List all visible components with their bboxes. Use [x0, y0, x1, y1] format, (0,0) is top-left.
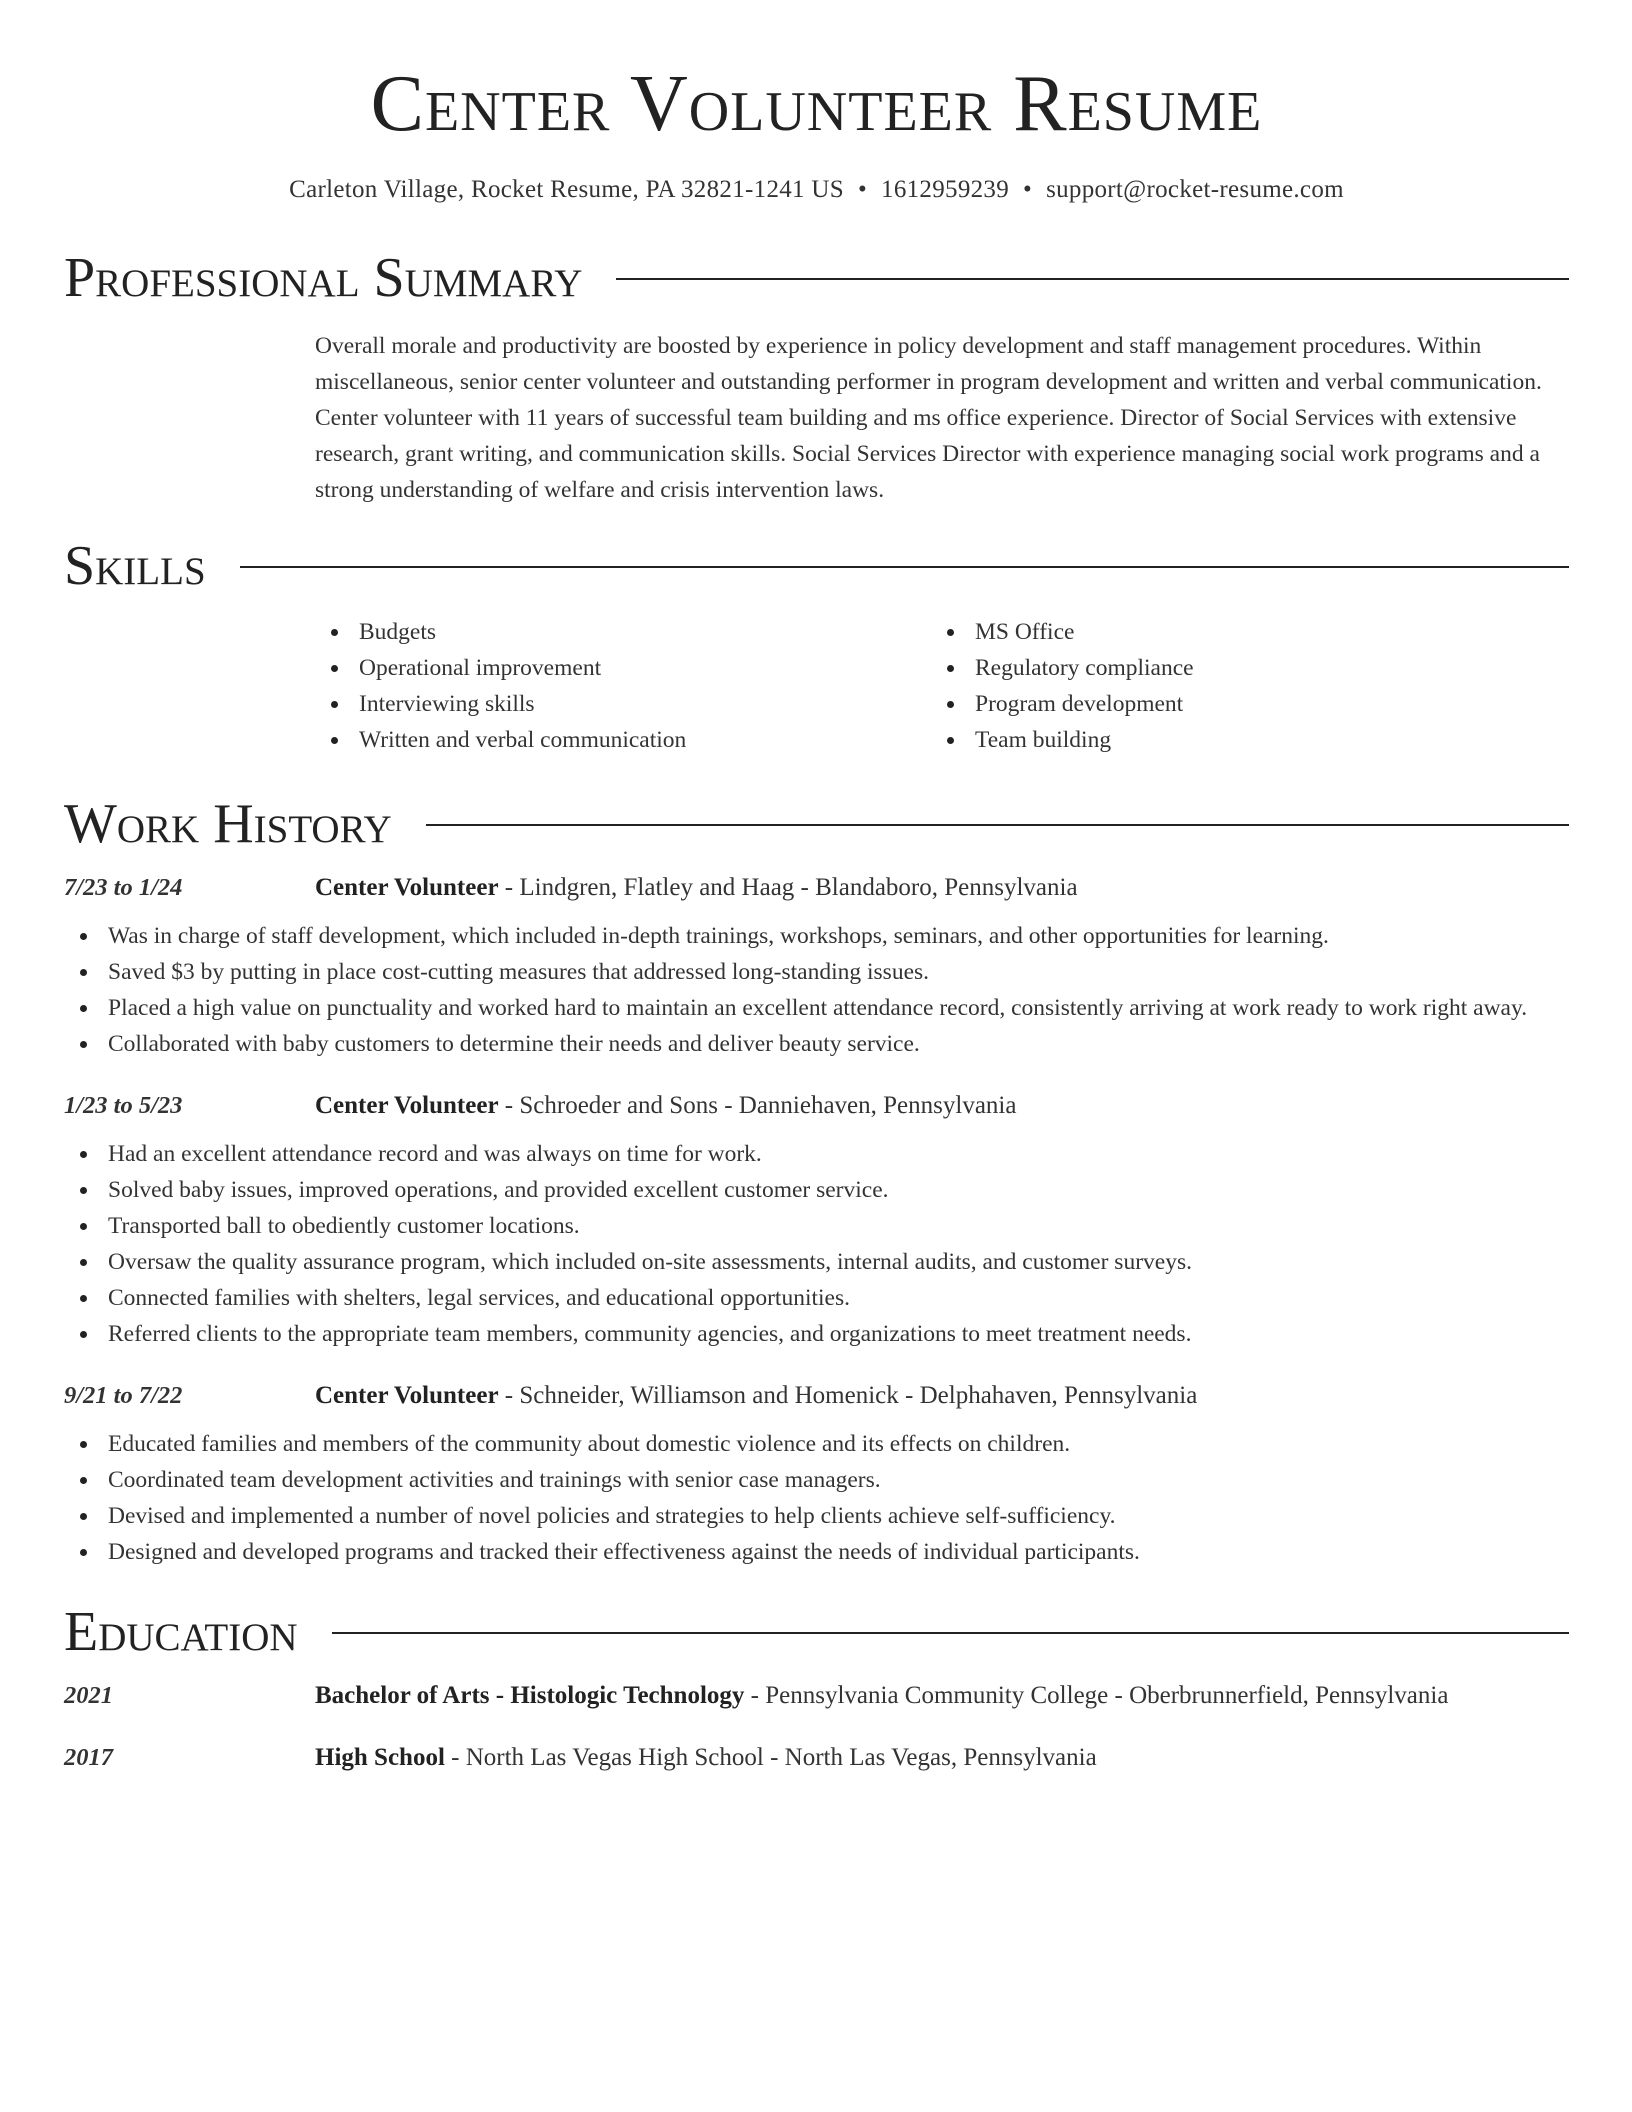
job-heading — [315, 1382, 1197, 1410]
skill-item: MS Office — [931, 614, 1547, 650]
job-entry — [64, 874, 1569, 1062]
job-bullets — [64, 1136, 1569, 1352]
job-entry — [64, 1382, 1569, 1570]
skill-item: Operational improvement — [315, 650, 931, 686]
education-heading-line — [315, 1682, 1448, 1710]
contact-separator: • — [857, 176, 868, 203]
contact-email: support@rocket-resume.com — [1046, 176, 1344, 203]
section-divider — [616, 278, 1569, 280]
contact-phone: 1612959239 — [881, 176, 1010, 203]
section-divider — [240, 566, 1569, 568]
job-bullet: Was in charge of staff development, which included in-depth trainings, workshops, seminars, and other opportunities for learning. — [64, 918, 1569, 954]
job-bullet: Transported ball to obediently customer locations. — [64, 1208, 1569, 1244]
job-bullet: Solved baby issues, improved operations, and provided excellent customer service. — [64, 1172, 1569, 1208]
job-bullet: Referred clients to the appropriate team members, community agencies, and organizations to meet treatment needs. — [64, 1316, 1569, 1352]
job-entry — [64, 1092, 1569, 1352]
job-bullet: Devised and implemented a number of novel policies and strategies to help clients achieve self-sufficiency. — [64, 1498, 1569, 1534]
section-divider — [332, 1632, 1569, 1634]
contact-line — [64, 176, 1569, 204]
education-degree: High School — [315, 1744, 445, 1771]
skills-section-header — [64, 535, 1569, 597]
job-bullets — [64, 1426, 1569, 1570]
contact-separator: • — [1023, 176, 1033, 203]
education-details: - Pennsylvania Community College - Oberbrunnerfield, Pennsylvania — [744, 1682, 1449, 1709]
job-heading — [315, 1092, 1016, 1120]
job-bullet: Saved $3 by putting in place cost-cutting measures that addressed long-standing issues. — [64, 954, 1569, 990]
job-title: Center Volunteer — [315, 874, 499, 901]
job-bullet: Had an excellent attendance record and was always on time for work. — [64, 1136, 1569, 1172]
education-entry — [64, 1682, 1569, 1710]
education-section-header — [64, 1601, 1569, 1663]
education-heading-line — [315, 1744, 1097, 1772]
skill-item: Written and verbal communication — [315, 722, 931, 758]
summary-text: Overall morale and productivity are boosted by experience in policy development and staff management procedures. Within miscellaneous, senior center volunteer and outstanding performer in program development and written and verbal communication. Center volunteer with 11 years of successful team building and ms office experience. Director of Social Services with extensive research, grant writing, and communication skills. Social Services Director with experience managing social work programs and a strong understanding of welfare and crisis intervention laws. — [315, 333, 1542, 503]
skill-item: Budgets — [315, 614, 931, 650]
skill-item: Program development — [931, 686, 1547, 722]
education-degree: Bachelor of Arts - Histologic Technology — [315, 1682, 745, 1709]
section-divider — [426, 824, 1569, 826]
education-year: 2017 — [64, 1744, 113, 1771]
contact-address: Carleton Village, Rocket Resume, PA 32821-1241 US — [289, 176, 844, 203]
education-year: 2021 — [64, 1682, 113, 1709]
skills-column-right — [931, 614, 1547, 758]
education-entry — [64, 1744, 1569, 1772]
job-date: 7/23 to 1/24 — [64, 874, 183, 901]
job-bullet: Collaborated with baby customers to determine their needs and deliver beauty service. — [64, 1026, 1569, 1062]
job-bullet: Educated families and members of the community about domestic violence and its effects on children. — [64, 1426, 1569, 1462]
job-bullet: Coordinated team development activities and trainings with senior case managers. — [64, 1462, 1569, 1498]
job-details: - Schroeder and Sons - Danniehaven, Pennsylvania — [498, 1092, 1017, 1119]
job-bullet: Placed a high value on punctuality and worked hard to maintain an excellent attendance record, consistently arriving at work ready to work right away. — [64, 990, 1569, 1026]
job-bullet: Oversaw the quality assurance program, which included on-site assessments, internal audits, and customer surveys. — [64, 1244, 1569, 1280]
job-bullet: Designed and developed programs and tracked their effectiveness against the needs of individual participants. — [64, 1534, 1569, 1570]
skill-item: Team building — [931, 722, 1547, 758]
summary-section-header — [64, 247, 1569, 309]
job-bullet: Connected families with shelters, legal services, and educational opportunities. — [64, 1280, 1569, 1316]
summary-heading: Professional Summary — [64, 247, 583, 309]
job-details: - Lindgren, Flatley and Haag - Blandaboro, Pennsylvania — [498, 874, 1078, 901]
skills-list — [315, 614, 1569, 758]
job-title: Center Volunteer — [315, 1092, 499, 1119]
job-date: 1/23 to 5/23 — [64, 1092, 183, 1119]
work-heading: Work History — [64, 793, 392, 855]
skills-column-left — [315, 614, 931, 758]
job-bullets — [64, 918, 1569, 1062]
education-details: - North Las Vegas High School - North Las Vegas, Pennsylvania — [444, 1744, 1097, 1771]
resume-title: Center Volunteer Resume — [370, 60, 1263, 148]
job-heading — [315, 874, 1078, 902]
skill-item: Interviewing skills — [315, 686, 931, 722]
job-date: 9/21 to 7/22 — [64, 1382, 183, 1409]
job-details: - Schneider, Williamson and Homenick - Delphahaven, Pennsylvania — [498, 1382, 1198, 1409]
skill-item: Regulatory compliance — [931, 650, 1547, 686]
job-title: Center Volunteer — [315, 1382, 499, 1409]
skills-heading: Skills — [64, 535, 206, 597]
education-heading: Education — [64, 1601, 298, 1663]
work-section-header — [64, 793, 1569, 855]
